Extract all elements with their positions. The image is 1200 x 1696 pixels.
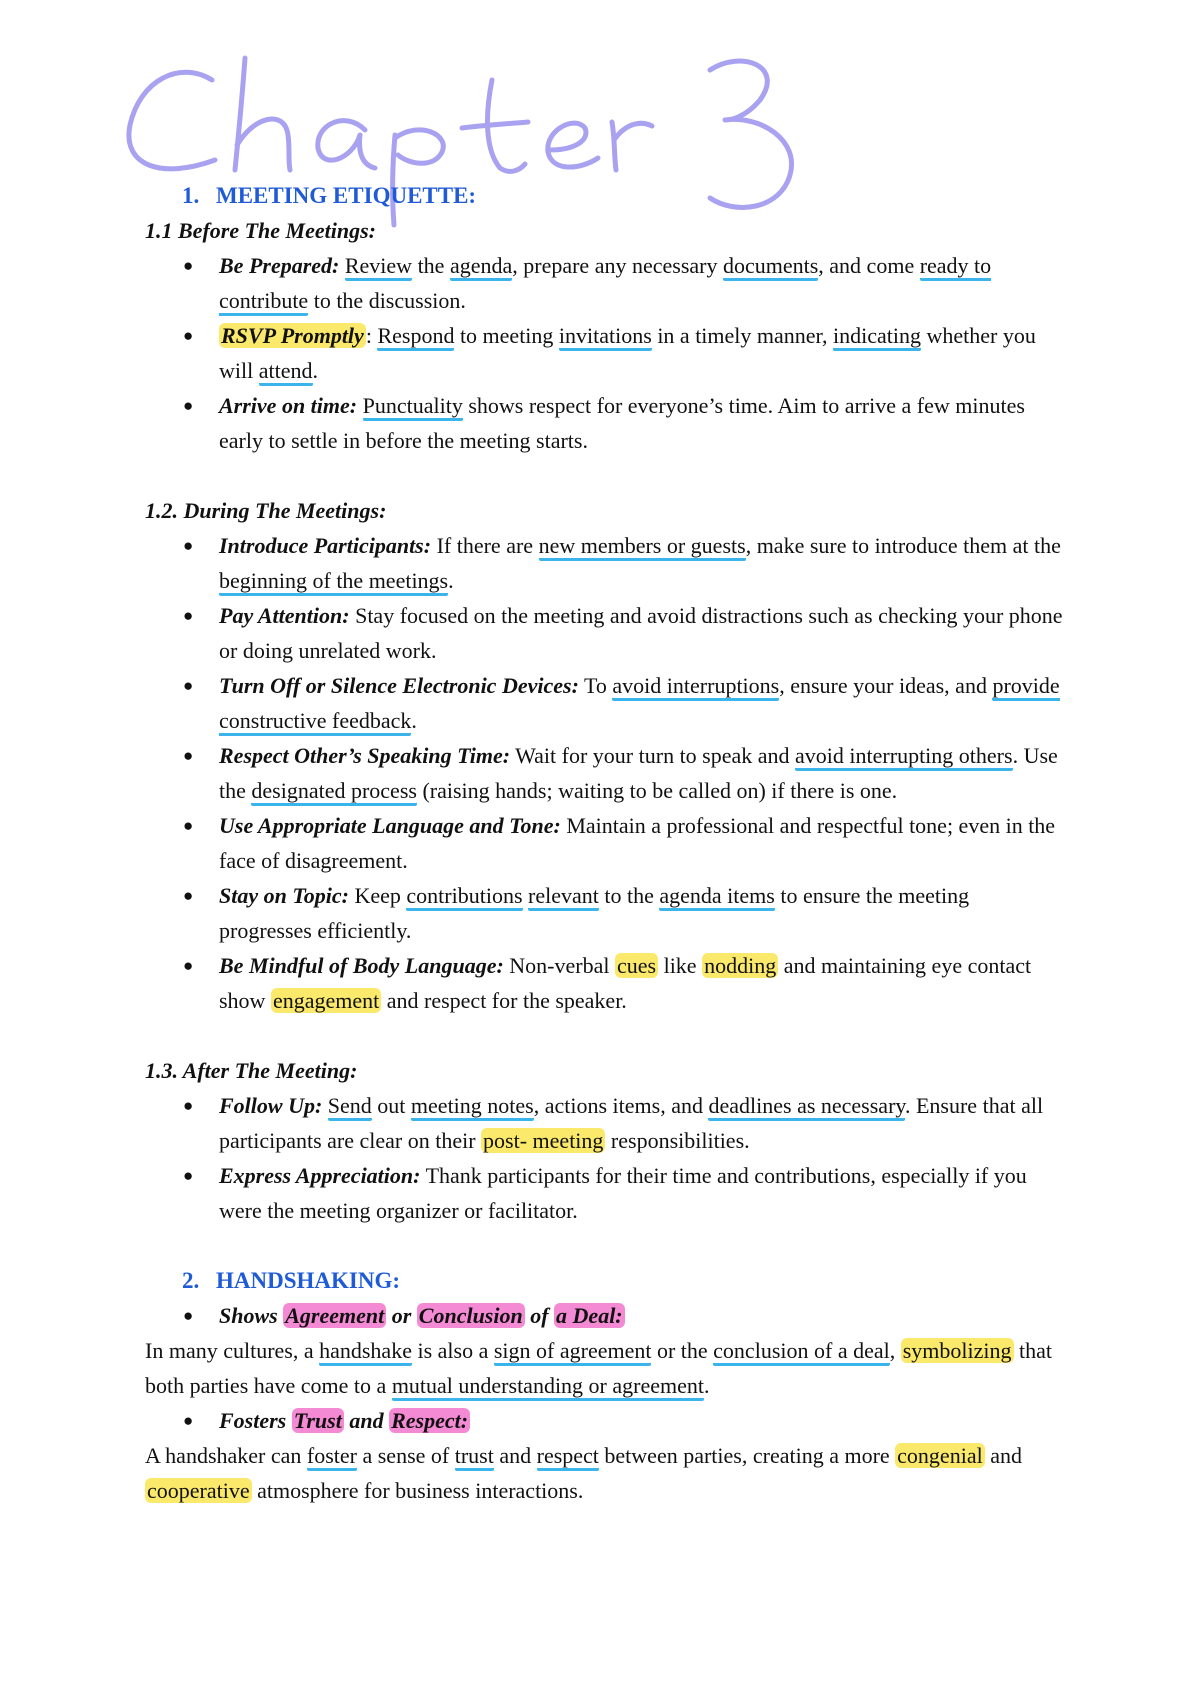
text-run xyxy=(357,393,363,418)
text-run: and respect for the speaker. xyxy=(381,988,627,1013)
text-run: to the discussion. xyxy=(308,288,466,313)
highlighted-term: Respect: xyxy=(391,1408,469,1433)
bullet-list-after-meeting xyxy=(145,1088,1075,1228)
bullet-term: Express Appreciation: xyxy=(219,1163,421,1188)
text-run: In many cultures, a xyxy=(145,1338,320,1363)
underlined-text: contributions xyxy=(406,883,522,911)
list-item xyxy=(145,738,1075,808)
handshake-agreement-paragraph xyxy=(145,1333,1075,1403)
text-run: shows respect for everyone’s time. Aim to arrive a few minutes early to settle in before the meeting starts. xyxy=(219,393,1025,453)
underlined-text: handshake xyxy=(319,1338,412,1366)
list-item xyxy=(145,668,1075,738)
text-run: like xyxy=(658,953,703,978)
text-run: Stay focused on the meeting and avoid distractions such as checking your phone or doing unrelated work. xyxy=(219,603,1063,663)
bullet-list-handshaking-2 xyxy=(145,1403,1075,1438)
underlined-text: new members or guests xyxy=(539,533,746,561)
text-run: Maintain a professional and respectful tone; even in the face of disagreement. xyxy=(219,813,1056,873)
bullet-term: Fosters xyxy=(219,1408,287,1433)
underlined-text: deadlines as necessary xyxy=(708,1093,905,1121)
text-run: , and come xyxy=(818,253,920,278)
section-1-number: 1. xyxy=(182,183,200,208)
list-item xyxy=(145,318,1075,388)
subsection-1-1-title: 1.1 Before The Meetings: xyxy=(145,218,376,243)
highlighted-term: Trust xyxy=(293,1408,342,1433)
bullet-term: Respect Other’s Speaking Time: xyxy=(219,743,511,768)
text-run: out xyxy=(371,1093,411,1118)
highlighted-text: cues xyxy=(616,953,657,978)
bullet-term: Turn Off or Silence Electronic Devices: xyxy=(219,673,579,698)
underlined-text: documents xyxy=(723,253,818,281)
list-item xyxy=(145,1088,1075,1158)
text-run: the xyxy=(412,253,450,278)
text-run: to meeting xyxy=(454,323,559,348)
highlighted-text: nodding xyxy=(704,953,777,978)
text-run: , make sure to introduce them at the xyxy=(745,533,1061,558)
underlined-text: Review xyxy=(345,253,412,281)
handshake-trust-paragraph xyxy=(145,1438,1075,1508)
underlined-text: agenda xyxy=(450,253,512,281)
highlighted-text: engagement xyxy=(272,988,380,1013)
underlined-text: meeting notes xyxy=(411,1093,534,1121)
underlined-text: Respond xyxy=(377,323,454,351)
text-run: and xyxy=(984,1443,1022,1468)
text-run: . xyxy=(704,1373,710,1398)
bullet-term: Use Appropriate Language and Tone: xyxy=(219,813,561,838)
text-run: , xyxy=(889,1338,901,1363)
text-run: is also a xyxy=(411,1338,494,1363)
text-run: Wait for your turn to speak and xyxy=(510,743,796,768)
underlined-text: trust xyxy=(455,1443,494,1471)
text-run: , ensure your ideas, and xyxy=(779,673,993,698)
text-run: to ensure the meeting progresses efficiently. xyxy=(219,883,970,943)
spacer xyxy=(145,1018,1075,1053)
underlined-text: respect xyxy=(537,1443,599,1471)
text-run: . Use the xyxy=(219,743,1058,803)
underlined-text: invitations xyxy=(559,323,652,351)
section-2-number: 2. xyxy=(182,1268,200,1293)
text-run: , actions items, and xyxy=(533,1093,709,1118)
underlined-text: attend xyxy=(259,358,313,386)
underlined-text: foster xyxy=(307,1443,357,1471)
underlined-text: mutual understanding or agreement xyxy=(392,1373,704,1401)
underlined-text: Punctuality xyxy=(363,393,463,421)
list-item xyxy=(145,388,1075,458)
underlined-text: beginning of the meetings xyxy=(219,568,448,596)
list-item xyxy=(145,598,1075,668)
list-item xyxy=(145,528,1075,598)
highlighted-term: Agreement xyxy=(285,1303,385,1328)
text-run: : xyxy=(365,323,378,348)
text-run xyxy=(322,1093,328,1118)
list-item xyxy=(145,808,1075,878)
underlined-text: avoid interrupting others xyxy=(795,743,1013,771)
text-run: Non-verbal xyxy=(503,953,615,978)
underlined-text: agenda items xyxy=(659,883,774,911)
text-run: atmosphere for business interactions. xyxy=(251,1478,584,1503)
highlighted-term: Conclusion xyxy=(418,1303,523,1328)
text-run: in a timely manner, xyxy=(651,323,833,348)
text-run: . xyxy=(448,568,454,593)
underlined-text: avoid interruptions xyxy=(612,673,779,701)
highlighted-text: congenial xyxy=(897,1443,983,1468)
text-run: and xyxy=(493,1443,537,1468)
bullet-term: Stay on Topic: xyxy=(219,883,349,908)
text-run: a sense of xyxy=(356,1443,455,1468)
text-run: Thank participants for their time and contributions, especially if you were the meeting organizer or facilitator. xyxy=(219,1163,1027,1223)
text-run: To xyxy=(578,673,613,698)
underlined-text: Send xyxy=(328,1093,372,1121)
text-run: . xyxy=(312,358,318,383)
bullet-term: Introduce Participants: xyxy=(219,533,432,558)
bullet-term: Arrive on time: xyxy=(219,393,358,418)
document-body xyxy=(145,178,1075,1508)
bullet-term: Follow Up: xyxy=(219,1093,323,1118)
list-item xyxy=(145,1298,1075,1333)
text-run: (raising hands; waiting to be called on) if there is one. xyxy=(416,778,898,803)
underlined-text: designated process xyxy=(251,778,417,806)
text-run: If there are xyxy=(431,533,539,558)
list-item xyxy=(145,878,1075,948)
highlighted-text: post- meeting xyxy=(483,1128,604,1153)
list-item xyxy=(145,1158,1075,1228)
text-run: and maintaining eye contact show xyxy=(219,953,1032,1013)
bullet-term: Pay Attention: xyxy=(219,603,350,628)
highlighted-bullet-term: RSVP Promptly xyxy=(221,323,364,348)
bullet-term: Be Prepared: xyxy=(219,253,340,278)
bullet-term: and xyxy=(349,1408,384,1433)
list-item xyxy=(145,248,1075,318)
bullet-list-before-meetings xyxy=(145,248,1075,458)
text-run: or the xyxy=(651,1338,714,1363)
text-run: A handshaker can xyxy=(145,1443,307,1468)
underlined-text: ready to contribute xyxy=(219,253,991,316)
text-run: . xyxy=(411,708,417,733)
text-run: responsibilities. xyxy=(605,1128,750,1153)
text-run: between parties, creating a more xyxy=(598,1443,896,1468)
underlined-text: indicating xyxy=(833,323,921,351)
section-2-heading xyxy=(145,1263,1075,1298)
bullet-term: Shows xyxy=(219,1303,278,1328)
text-run: , prepare any necessary xyxy=(512,253,723,278)
spacer xyxy=(145,1228,1075,1263)
highlighted-text: cooperative xyxy=(147,1478,250,1503)
underlined-text: conclusion of a deal xyxy=(713,1338,890,1366)
text-run: . Ensure that all participants are clear on their xyxy=(219,1093,1044,1153)
list-item xyxy=(145,1403,1075,1438)
bullet-list-handshaking-1 xyxy=(145,1298,1075,1333)
list-item xyxy=(145,948,1075,1018)
subsection-1-3-title: 1.3. After The Meeting: xyxy=(145,1058,358,1083)
highlighted-term: a Deal: xyxy=(556,1303,623,1328)
section-2-title: HANDSHAKING: xyxy=(216,1268,401,1293)
underlined-text: relevant xyxy=(528,883,599,911)
subsection-1-2-title: 1.2. During The Meetings: xyxy=(145,498,387,523)
text-run: whether you will xyxy=(219,323,1036,383)
text-run: that both parties have come to a xyxy=(145,1338,1053,1398)
spacer xyxy=(145,458,1075,493)
bullet-list-during-meetings xyxy=(145,528,1075,1018)
section-1-heading xyxy=(145,178,1075,213)
underlined-text: provide constructive feedback xyxy=(219,673,1060,736)
bullet-term: or xyxy=(391,1303,412,1328)
text-run: to the xyxy=(598,883,660,908)
underlined-text: sign of agreement xyxy=(494,1338,652,1366)
bullet-term: of xyxy=(530,1303,549,1328)
highlighted-text: symbolizing xyxy=(902,1338,1012,1363)
section-1-title: MEETING ETIQUETTE: xyxy=(216,183,477,208)
bullet-term: Be Mindful of Body Language: xyxy=(219,953,504,978)
text-run: Keep xyxy=(348,883,407,908)
